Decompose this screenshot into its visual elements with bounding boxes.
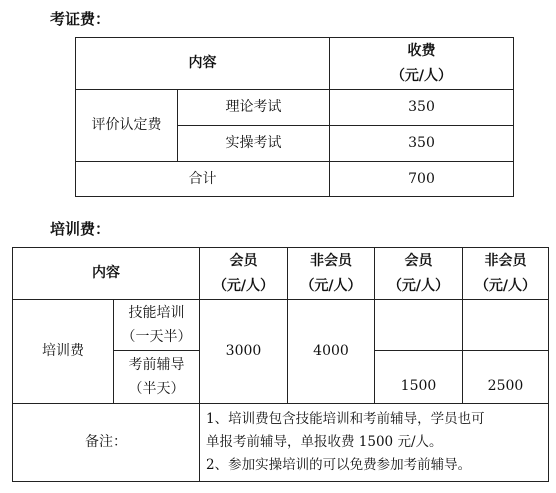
exam-header-fee bbox=[330, 38, 514, 90]
training-header-member bbox=[200, 248, 288, 300]
training-item-prep bbox=[114, 351, 200, 404]
training-header-member bbox=[375, 248, 463, 300]
note-label: 备注： bbox=[13, 404, 200, 482]
training-header-member-label: 会员 bbox=[229, 253, 258, 269]
training-item-skill bbox=[114, 300, 200, 351]
note-line: 2、参加实操培训的可以免费参加考前辅导。 bbox=[206, 457, 472, 474]
training-header-nonmember bbox=[463, 248, 549, 300]
note-line: 单报考前辅导，单报收费 1500 元/人。 bbox=[206, 433, 443, 450]
exam-header-fee-unit: （元/人） bbox=[390, 67, 453, 84]
training-header-nonmember bbox=[288, 248, 375, 300]
skill-member-fee: 3000 bbox=[200, 300, 288, 404]
skill-training-duration: （一天半） bbox=[121, 329, 192, 345]
skill-nonmember-fee: 4000 bbox=[288, 300, 375, 404]
training-header-content: 内容 bbox=[13, 248, 200, 300]
exam-total-fee: 700 bbox=[330, 162, 514, 197]
empty-cell bbox=[463, 300, 549, 351]
note-line: 1、培训费包含技能培训和考前辅导，学员也可 bbox=[206, 410, 485, 427]
prep-member-fee: 1500 bbox=[375, 351, 463, 404]
exam-row-item: 实操考试 bbox=[178, 126, 330, 162]
exam-total-label: 合计 bbox=[76, 162, 330, 197]
exam-fee-table bbox=[75, 37, 514, 197]
prep-nonmember-fee: 2500 bbox=[463, 351, 549, 404]
exam-row-fee: 350 bbox=[330, 90, 514, 126]
training-fee-heading: 培训费： bbox=[50, 220, 111, 238]
training-fee-table bbox=[12, 247, 549, 482]
exam-group-label: 评价认定费 bbox=[76, 90, 178, 162]
exam-fee-heading: 考证费： bbox=[50, 10, 111, 28]
training-header-unit: （元/人） bbox=[212, 277, 275, 294]
training-group-label: 培训费 bbox=[13, 300, 114, 404]
exam-header-content: 内容 bbox=[76, 38, 330, 90]
empty-cell bbox=[375, 300, 463, 351]
training-header-nonmember-label: 非会员 bbox=[484, 253, 527, 269]
training-header-unit: （元/人） bbox=[387, 277, 450, 294]
exam-prep-duration: （半天） bbox=[128, 381, 185, 397]
training-header-unit: （元/人） bbox=[474, 277, 537, 294]
exam-row-item: 理论考试 bbox=[178, 90, 330, 126]
training-header-nonmember-label: 非会员 bbox=[310, 253, 352, 269]
note-content bbox=[200, 404, 549, 482]
exam-row-fee: 350 bbox=[330, 126, 514, 162]
training-header-unit: （元/人） bbox=[300, 277, 362, 294]
exam-prep-label: 考前辅导 bbox=[128, 356, 185, 373]
training-header-member-label: 会员 bbox=[404, 253, 433, 269]
exam-header-fee-label: 收费 bbox=[407, 43, 436, 59]
skill-training-label: 技能培训 bbox=[128, 304, 185, 321]
